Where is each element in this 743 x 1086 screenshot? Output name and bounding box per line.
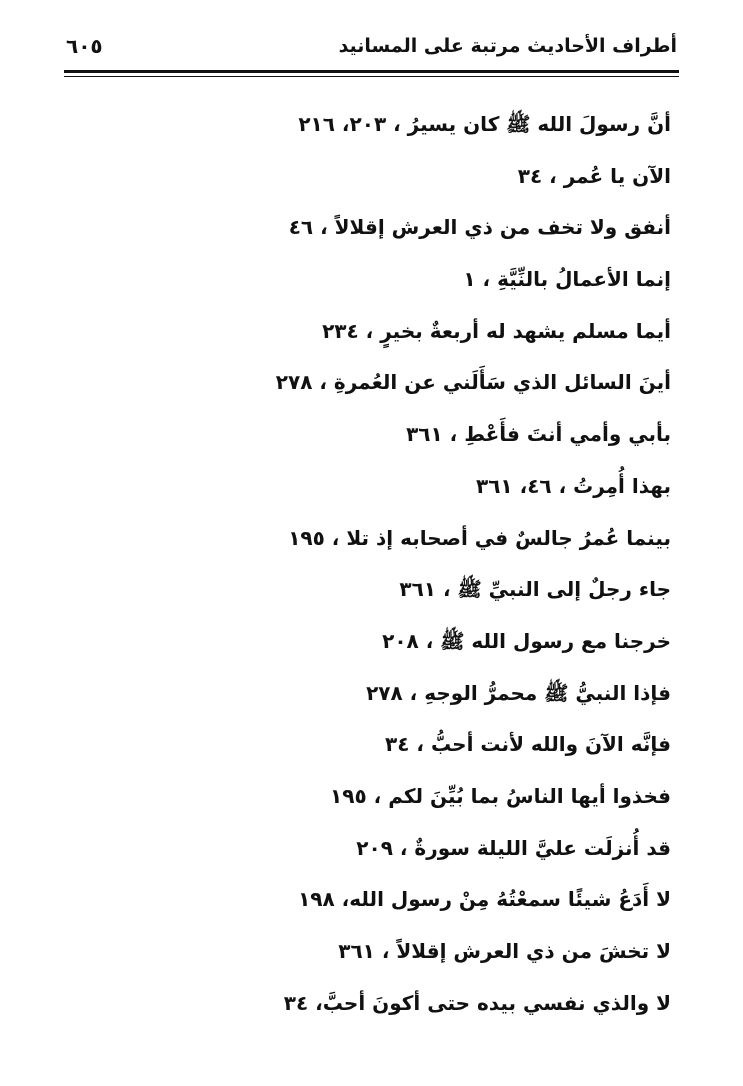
running-header	[66, 28, 677, 64]
index-entry: خرجنا مع رسول الله ﷺ ، ٢٠٨	[382, 628, 671, 653]
index-entry: أينَ السائل الذي سَأَلَني عن العُمرةِ ، ٢٧٨	[275, 370, 671, 395]
index-entry: بينما عُمرُ جالسٌ في أصحابه إذ تلا ، ١٩٥	[288, 525, 671, 550]
index-entry: الآن يا عُمر ، ٣٤	[517, 163, 671, 188]
index-entry: فإذا النبيُّ ﷺ محمرُّ الوجهِ ، ٢٧٨	[366, 680, 671, 705]
index-entry: بأبي وأمي أنتَ فأَعْطِ ، ٣٦١	[406, 422, 671, 447]
index-entry: أيما مسلم يشهد له أربعةٌ بخيرٍ ، ٢٣٤	[322, 318, 671, 343]
hadith-index-list	[72, 102, 671, 1032]
index-entry: فخذوا أيها الناسُ بما بُيِّنَ لكم ، ١٩٥	[330, 783, 671, 808]
index-entry: لا أَدَعُ شيئًا سمعْتُهُ مِنْ رسول الله، ١٩٨	[298, 887, 671, 912]
index-entry: أنَّ رسولَ الله ﷺ كان يسيرُ ، ٢٠٣، ٢١٦	[298, 112, 671, 136]
index-entry: بهذا أُمِرتُ ، ٤٦، ٣٦١	[476, 473, 671, 498]
index-entry: لا والذي نفسي بيده حتى أكونَ أحبَّ، ٣٤	[283, 990, 671, 1015]
page-number: ٦٠٥	[66, 34, 103, 58]
running-title: أطراف الأحاديث مرتبة على المسانيد	[338, 35, 677, 57]
index-entry: أنفق ولا تخف من ذي العرش إقلالاً ، ٤٦	[288, 215, 671, 240]
index-entry: قد أُنزلَت عليَّ الليلة سورةٌ ، ٢٠٩	[356, 835, 671, 860]
index-entry: جاء رجلٌ إلى النبيِّ ﷺ ، ٣٦١	[399, 577, 671, 602]
index-entry: لا تخشَ من ذي العرش إقلالاً ، ٣٦١	[338, 939, 671, 963]
index-entry: فإنَّه الآنَ والله لأنت أحبُّ ، ٣٤	[385, 732, 671, 757]
header-rule-thin	[64, 76, 679, 77]
index-entry: إنما الأعمالُ بالنِّيَّةِ ، ١	[463, 267, 671, 292]
header-rule-thick	[64, 70, 679, 73]
